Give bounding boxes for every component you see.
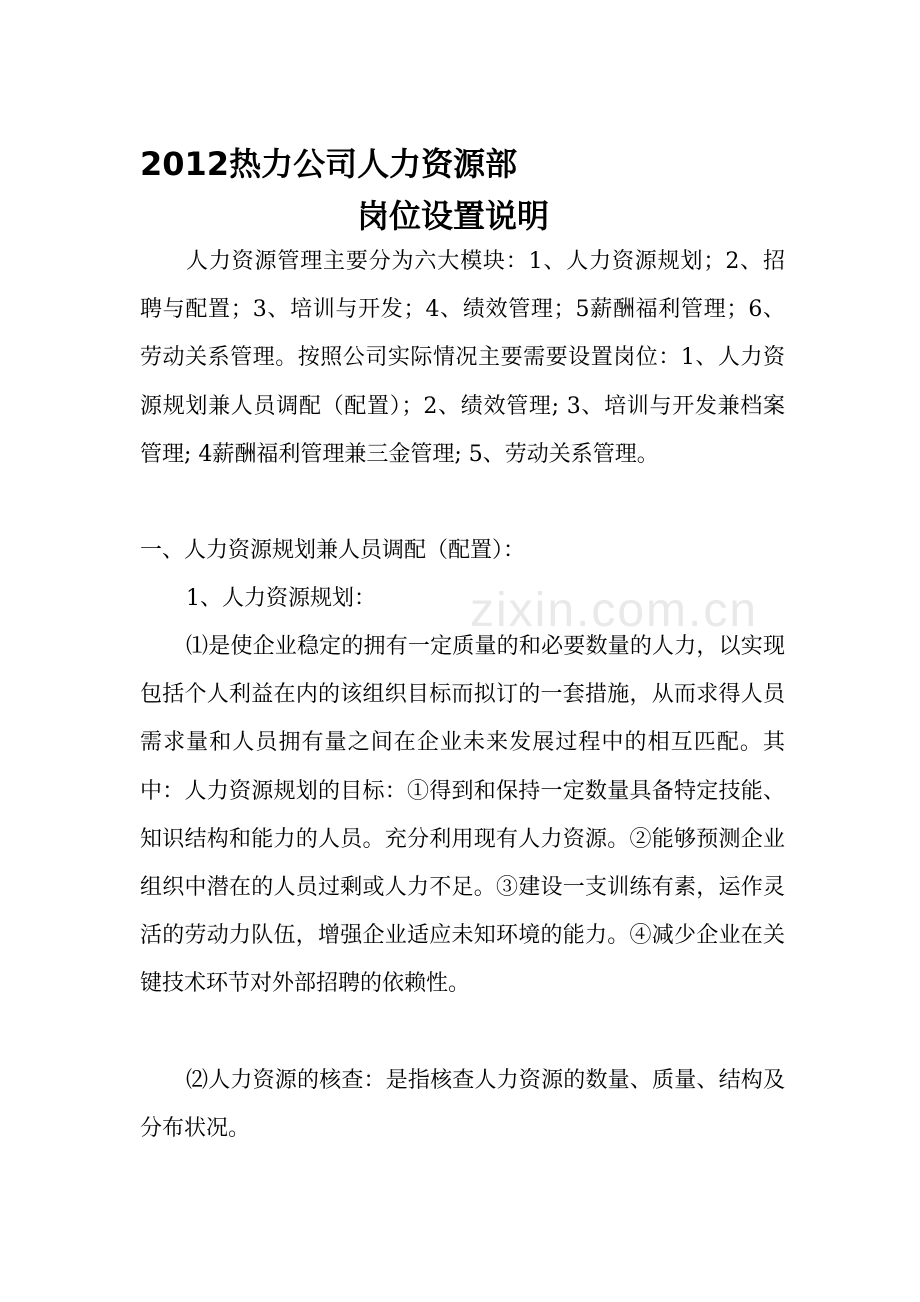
document-subtitle: 岗位设置说明 <box>357 197 550 235</box>
subsection-heading: 1、人力资源规划： <box>186 586 376 611</box>
watermark: zixin.com.cn <box>470 584 759 637</box>
item-paragraph-1: ⑴是使企业稳定的拥有一定质量的和必要数量的人力，以实现包括个人利益在内的该组织目标而拟订的一套措施，从而求得人员需求量和人员拥有量之间在企业未来发展过程中的相互匹配。其中：人力资源规划的目标：①得到和保持一定数量具备特定技能、知识结构和能力的人员。充分利用现有人力资源。②能够预测企业组织中潜在的人员过剩或人力不足。③建设一支训练有素，运作灵活的劳动力队伍，增强企业适应未知环境的能力。④减少企业在关键技术环节对外部招聘的依赖性。 <box>140 634 785 997</box>
document-title: 2012热力公司人力资源部 <box>140 145 518 183</box>
item-paragraph-2: ⑵人力资源的核查：是指核查人力资源的数量、质量、结构及分布状况。 <box>140 1068 785 1142</box>
section-heading: 一、人力资源规划兼人员调配（配置）： <box>140 538 526 563</box>
intro-paragraph: 人力资源管理主要分为六大模块：1、人力资源规划；2、招聘与配置；3、培训与开发；4、绩效管理；5薪酬福利管理；6、劳动关系管理。按照公司实际情况主要需要设置岗位：1、人力资源规划兼人员调配（配置）；2、绩效管理; 3、培训与开发兼档案管理; 4薪酬福利管理兼三金管理; 5、劳动关系管理。 <box>140 249 785 467</box>
